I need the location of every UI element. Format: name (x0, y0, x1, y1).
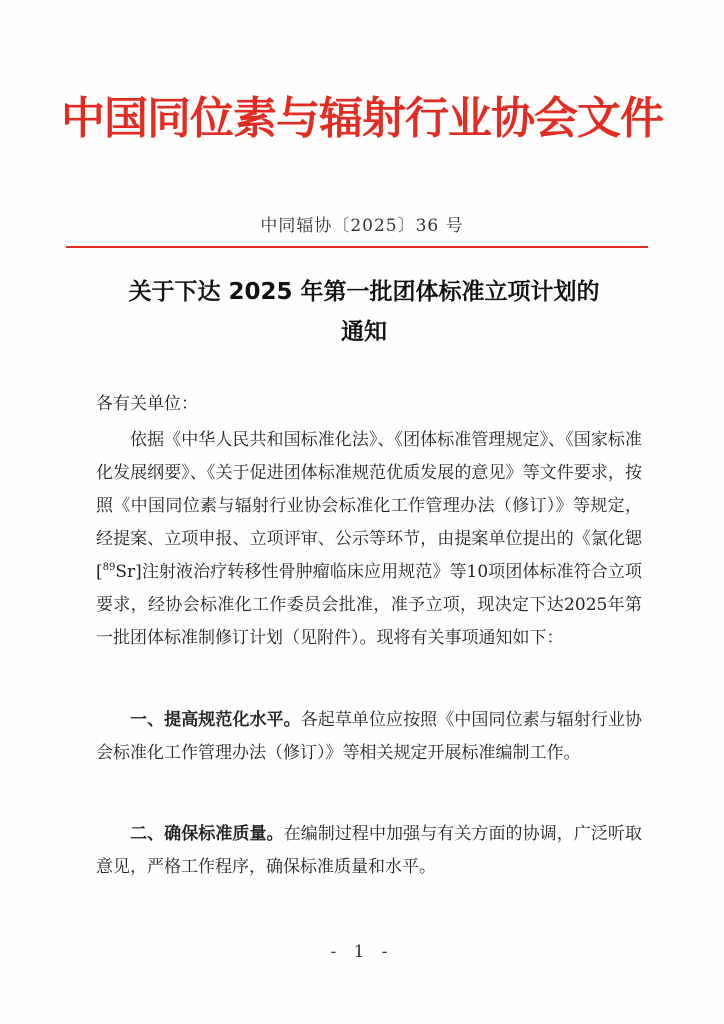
page-number: - 1 - (330, 942, 394, 962)
paragraph-item1 (96, 704, 642, 770)
isotope-mass-superscript: 89 (102, 562, 116, 573)
paragraph-basis (96, 424, 642, 655)
item1-text: 各起草单位应按照《中国同位素与辐射行业协会标准化工作管理办法（修订）》等相关规定开展标准编制工作。 (96, 710, 643, 763)
paragraph-basis-text-a: 依据《中华人民共和国标准化法》、《团体标准管理规定》、《国家标准化发展纲要》、《关于促进团体标准规范优质发展的意见》等文件要求，按照《中国同位素与辐射行业协会标准化工作管理办法（修订）》等规定，经提案、立项申报、立项评审、公示等环节，由提案单位提出的《氯化锶[ (96, 430, 642, 582)
document-number: 中同辐协〔2025〕36 号 (260, 216, 464, 236)
item2-heading: 二、确保标准质量。 (130, 824, 284, 844)
item1-heading: 一、提高规范化水平。 (130, 710, 301, 730)
salutation: 各有关单位： (96, 394, 198, 414)
paragraph-item2 (96, 818, 642, 884)
notice-title (84, 272, 644, 352)
issuer-title: 中国同位素与辐射行业协会文件 (61, 93, 663, 144)
red-divider-line (66, 246, 648, 248)
notice-title-line2: 通知 (341, 319, 387, 345)
paragraph-basis-text-b: Sr]注射液治疗转移性骨肿瘤临床应用规范》等10项团体标准符合立项要求，经协会标准化工作委员会批准，准予立项，现决定下达2025年第一批团体标准制修订计划（见附件）。现将有关事项通知如下： (96, 562, 642, 648)
item2-text: 在编制过程中加强与有关方面的协调，广泛听取意见，严格工作程序，确保标准质量和水平。 (96, 824, 643, 877)
notice-title-line1: 关于下达 2025 年第一批团体标准立项计划的 (128, 279, 600, 305)
